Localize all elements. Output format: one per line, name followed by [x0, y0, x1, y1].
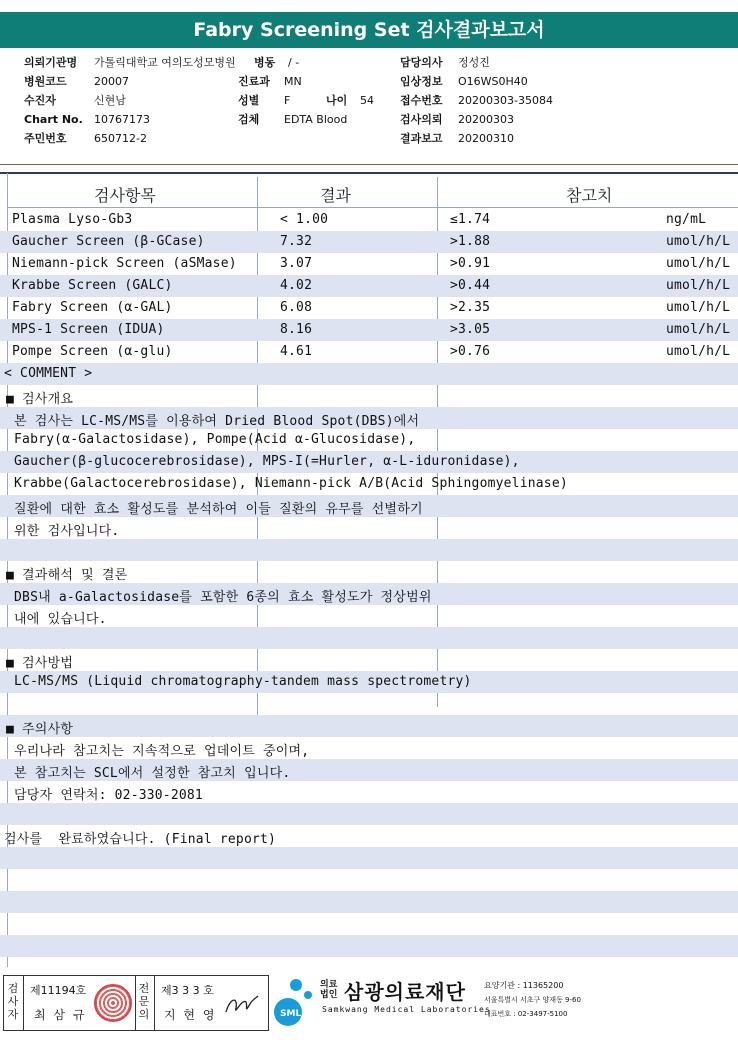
- table-header: [8, 177, 738, 208]
- comment-text: Fabry(α-Galactosidase), Pompe(Acid α-Glucosidase),: [6, 432, 416, 447]
- comment-text: ■ 검사개요: [6, 392, 74, 407]
- specimen-label: 검체: [238, 113, 260, 126]
- comment-line: [0, 583, 738, 605]
- comment-line: [0, 737, 738, 759]
- org-address: 서울특별시 서초구 양재동 9-60: [484, 996, 581, 1004]
- table-row: [0, 319, 738, 341]
- test-result: 7.32: [280, 234, 313, 249]
- unit: umol/h/L: [666, 234, 731, 249]
- comment-line: [0, 605, 738, 627]
- comment-line: [0, 693, 738, 715]
- patient-value: 신현남: [94, 94, 126, 107]
- comment-text: 본 검사는 LC-MS/MS를 이용하여 Dried Blood Spot(DBS)에서: [6, 414, 420, 429]
- unit: umol/h/L: [666, 322, 731, 337]
- org-phone: 대표번호 : 02-3497-5100: [484, 1010, 568, 1018]
- test-result: 4.02: [280, 278, 313, 293]
- header-item: 검사항목: [94, 186, 156, 205]
- table-row: [0, 297, 738, 319]
- reference-range: >1.88: [450, 234, 491, 249]
- comment-text: 우리나라 참고치는 지속적으로 업데이트 중이며,: [6, 744, 310, 759]
- unit: umol/h/L: [666, 256, 731, 271]
- comment-line: [0, 495, 738, 517]
- rrn-value: 650712-2: [94, 132, 147, 145]
- column-divider: [257, 177, 258, 207]
- comment-line: [0, 451, 738, 473]
- comment-line: [0, 429, 738, 451]
- patient-info: [0, 52, 738, 152]
- comment-line: [0, 671, 738, 693]
- comment-text: LC-MS/MS (Liquid chromatography-tandem mass spectrometry): [6, 674, 472, 689]
- comment-line: [0, 649, 738, 671]
- table-row: [0, 209, 738, 231]
- signature-box: [3, 975, 269, 1031]
- seal-stamp: [94, 984, 132, 1022]
- comment-text: Krabbe(Galactocerebrosidase), Niemann-pick A/B(Acid Sphingomyelinase): [6, 476, 568, 491]
- test-result: 4.61: [280, 344, 313, 359]
- comment-line: [0, 473, 738, 495]
- comment-text: 검사를 완료하였습니다. (Final report): [4, 832, 277, 847]
- report-date-value: 20200310: [458, 132, 514, 145]
- chart-no-value: 10767173: [94, 113, 150, 126]
- comment-line: [0, 715, 738, 737]
- comment-line: [0, 825, 738, 847]
- test-result: 6.08: [280, 300, 313, 315]
- comment-line: [0, 517, 738, 539]
- sml-logo-icon: [272, 974, 320, 1030]
- test-result: 8.16: [280, 322, 313, 337]
- comment-text: 담당자 연락처: 02-330-2081: [6, 788, 203, 803]
- empty-row: [0, 913, 738, 935]
- examiner-license: 제11194호: [30, 984, 87, 997]
- clinical-info-value: O16WS0H40: [458, 75, 528, 88]
- comment-line: [0, 385, 738, 407]
- comment-line: [0, 627, 738, 649]
- department-value: MN: [284, 75, 302, 88]
- test-name: Pompe Screen (α-glu): [12, 344, 173, 359]
- comment-text: 위한 검사입니다.: [6, 524, 120, 539]
- reference-range: ≤1.74: [450, 212, 491, 227]
- request-date-value: 20200303: [458, 113, 514, 126]
- rrn-label: 주민번호: [24, 132, 67, 145]
- test-result: 3.07: [280, 256, 313, 271]
- table-row: [0, 253, 738, 275]
- comment-text: 내에 있습니다.: [6, 612, 107, 627]
- empty-row: [0, 869, 738, 891]
- empty-row: [0, 891, 738, 913]
- comment-text: Gaucher(β-glucocerebrosidase), MPS-I(=Hurler, α-L-iduronidase),: [6, 454, 520, 469]
- department-label: 진료과: [238, 75, 270, 88]
- reference-range: >3.05: [450, 322, 491, 337]
- reference-range: >0.91: [450, 256, 491, 271]
- reference-range: >2.35: [450, 300, 491, 315]
- table-row: [0, 275, 738, 297]
- age-value: 54: [360, 94, 374, 107]
- comment-text: 본 참고치는 SCL에서 설정한 참고치 입니다.: [6, 766, 291, 781]
- unit: umol/h/L: [666, 344, 731, 359]
- report-title: Fabry Screening Set 검사결과보고서: [0, 12, 738, 48]
- comment-text: 질환에 대한 효소 활성도를 분석하여 이들 질환의 유무를 선별하기: [6, 502, 423, 517]
- empty-row: [0, 935, 738, 957]
- receipt-no-label: 접수번호: [400, 94, 443, 107]
- test-name: MPS-1 Screen (IDUA): [12, 322, 165, 337]
- specimen-value: EDTA Blood: [284, 113, 348, 126]
- patient-label: 수진자: [24, 94, 56, 107]
- reference-range: >0.76: [450, 344, 491, 359]
- results-table: [0, 173, 738, 967]
- comment-text: ■ 검사방법: [6, 656, 74, 671]
- org-name: 삼광의료재단: [344, 980, 466, 1004]
- comment-line: [0, 363, 738, 385]
- test-name: Gaucher Screen (β-GCase): [12, 234, 205, 249]
- empty-row: [0, 847, 738, 869]
- hospital-code-label: 병원코드: [24, 75, 67, 88]
- receipt-no-value: 20200303-35084: [458, 94, 553, 107]
- comment-line: [0, 539, 738, 561]
- test-result: < 1.00: [280, 212, 329, 227]
- test-name: Niemann-pick Screen (aSMase): [12, 256, 237, 271]
- specialist-role: 전문의: [138, 982, 150, 1021]
- comment-line: [0, 759, 738, 781]
- header-result: 결과: [320, 186, 351, 205]
- comment-line: [0, 407, 738, 429]
- sex-value: F: [284, 94, 291, 107]
- chart-no-label: Chart No.: [24, 113, 83, 126]
- signature-mark: [222, 990, 262, 1020]
- specialist-name: 지 현 영: [164, 1008, 217, 1022]
- test-name: Fabry Screen (α-GAL): [12, 300, 173, 315]
- examiner-role: 검사자: [7, 982, 19, 1021]
- logo-text: SML: [280, 1009, 302, 1019]
- unit: umol/h/L: [666, 300, 731, 315]
- hospital-label: 의뢰기관명: [24, 56, 78, 69]
- comment-line: [0, 561, 738, 583]
- comment-line: [0, 803, 738, 825]
- divider: [0, 164, 738, 165]
- comment-text: DBS내 a-Galactosidase를 포함한 6종의 효소 활성도가 정상범위: [6, 590, 432, 605]
- test-name: Plasma Lyso-Gb3: [12, 212, 133, 227]
- comment-text: < COMMENT >: [4, 366, 93, 381]
- unit: umol/h/L: [666, 278, 731, 293]
- footer: [0, 968, 738, 1040]
- specialist-license: 제3 3 3 호: [161, 984, 214, 997]
- ward-label: 병동: [254, 56, 276, 69]
- org-type: 의료법인: [320, 980, 338, 1000]
- clinical-info-label: 임상정보: [400, 75, 443, 88]
- reference-range: >0.44: [450, 278, 491, 293]
- hospital-value: 가톨릭대학교 여의도성모병원: [94, 56, 236, 69]
- comment-text: ■ 결과해석 및 결론: [6, 568, 128, 583]
- org-english-name: Samkwang Medical Laboratories: [322, 1005, 491, 1014]
- doctor-label: 담당의사: [400, 56, 443, 69]
- comment-line: [0, 781, 738, 803]
- ward-value: / -: [288, 56, 300, 69]
- comment-text: ■ 주의사항: [6, 722, 74, 737]
- test-name: Krabbe Screen (GALC): [12, 278, 173, 293]
- table-row: [0, 341, 738, 363]
- doctor-value: 정성진: [458, 56, 490, 69]
- age-label: 나이: [326, 94, 348, 107]
- header-reference: 참고치: [566, 186, 613, 205]
- sex-label: 성별: [238, 94, 260, 107]
- table-row: [0, 231, 738, 253]
- org-code: 요양기관 : 11365200: [484, 981, 564, 990]
- unit: ng/mL: [666, 212, 707, 227]
- request-date-label: 검사의뢰: [400, 113, 443, 126]
- hospital-code-value: 20007: [94, 75, 129, 88]
- examiner-name: 최 삼 규: [34, 1008, 87, 1022]
- report-date-label: 결과보고: [400, 132, 443, 145]
